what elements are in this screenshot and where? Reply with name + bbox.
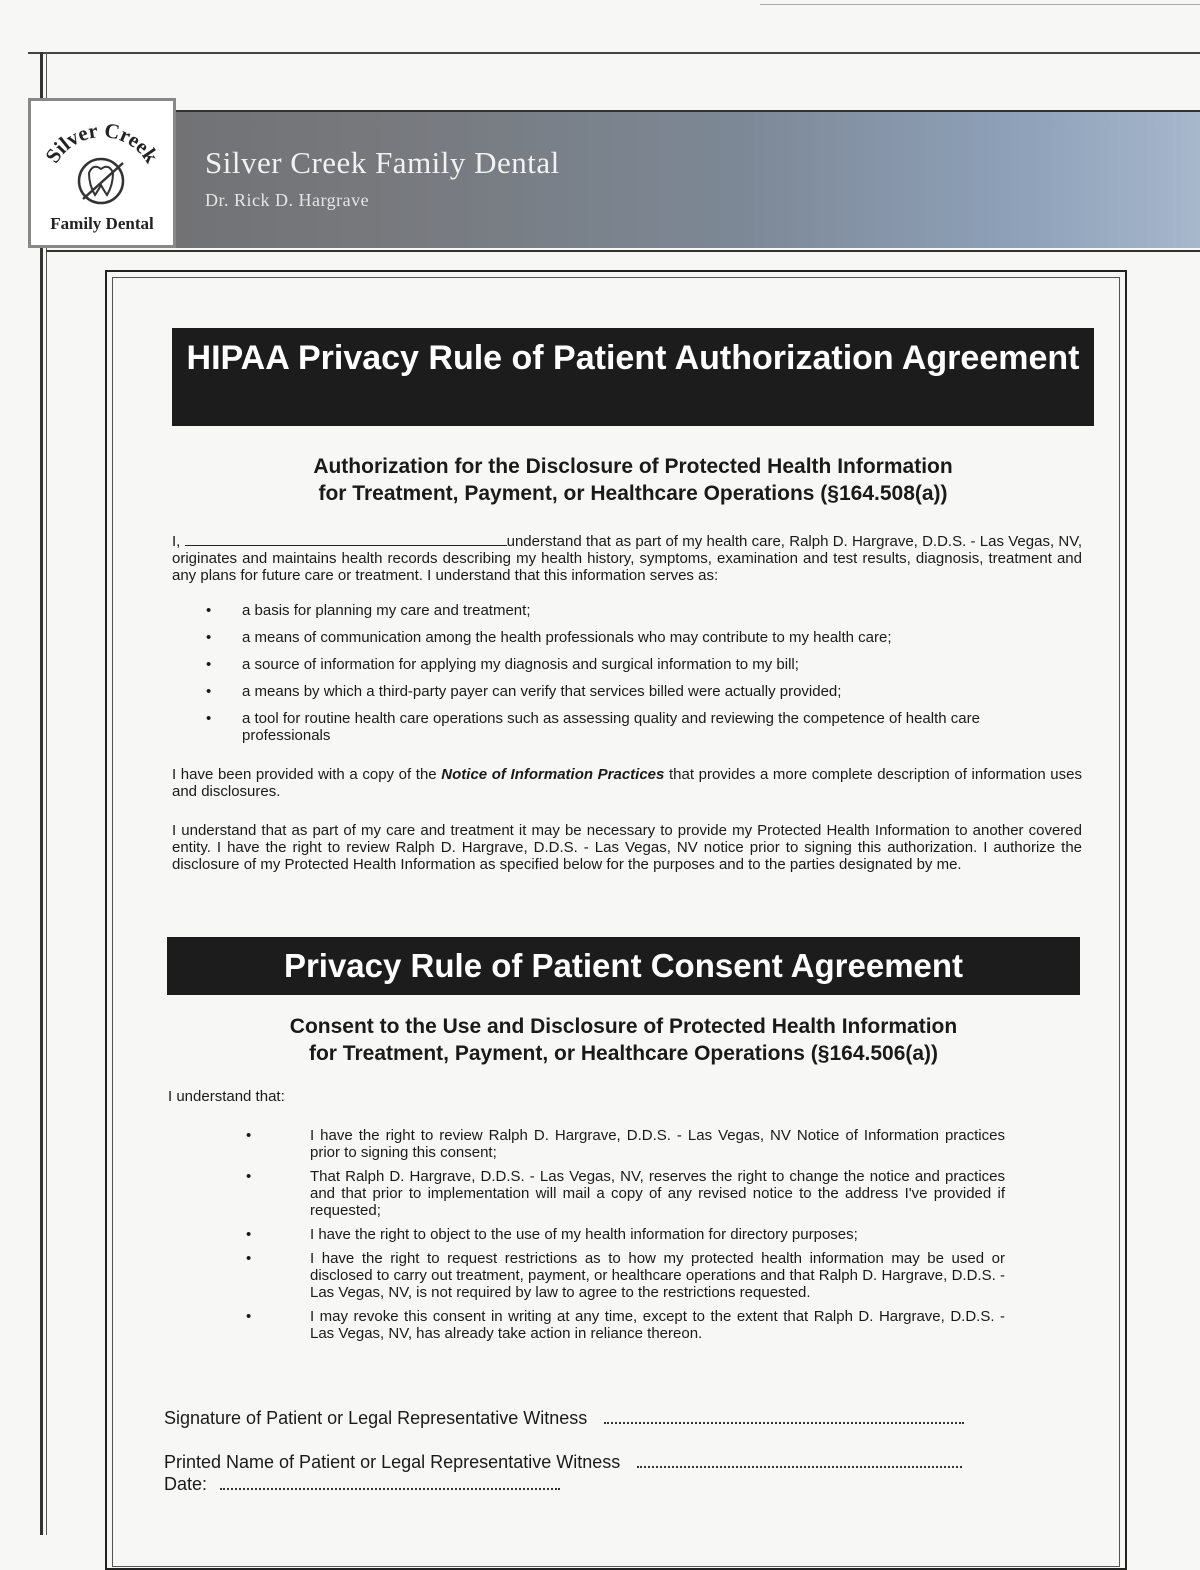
list-item: • a basis for planning my care and treatment;	[206, 602, 531, 619]
list-item: • That Ralph D. Hargrave, D.D.S. - Las Vegas, NV, reserves the right to change the notice and practices and that prior to implementation will mail a copy of any revised notice to the address I've provided if requested;	[246, 1168, 1005, 1219]
consent-subtitle-line2: for Treatment, Payment, or Healthcare Operations (§164.506(a))	[308, 1042, 939, 1065]
authorization-subtitle-line1: Authorization for the Disclosure of Protected Health Information	[313, 455, 953, 478]
authorization-subtitle	[172, 453, 1094, 507]
list-item: • I have the right to request restrictions as to how my protected health information may be used or disclosed to carry out treatment, payment, or healthcare operations and that Ralph D. Hargrave, D.D.S. - Las Vegas, NV, is not required by law to agree to the restrictions requested.	[246, 1250, 1005, 1301]
bullet-icon: •	[206, 602, 212, 619]
list-item: • I have the right to review Ralph D. Hargrave, D.D.S. - Las Vegas, NV Notice of Information practices prior to signing this consent;	[246, 1127, 1005, 1161]
tooth-emblem-icon	[31, 101, 173, 245]
consent-title: Privacy Rule of Patient Consent Agreement	[167, 937, 1080, 995]
disclosure-paragraph: I understand that as part of my care and treatment it may be necessary to provide my Protected Health Information to another covered entity. I have the right to review Ralph D. Hargrave, D.D.S. - Las Vegas, NV notice prior to signing this authorization. I authorize the disclosure of my Protected Health Information as specified below for the purposes and to the parties designated by me.	[172, 822, 1082, 873]
notice-emphasis: Notice of Information Practices	[441, 766, 665, 783]
list-item: • a source of information for applying my diagnosis and surgical information to my bill;	[206, 656, 799, 673]
doctor-name: Dr. Rick D. Hargrave	[205, 190, 370, 210]
list-item: • a means by which a third-party payer can verify that services billed were actually provided;	[206, 683, 842, 700]
authorization-title: HIPAA Privacy Rule of Patient Authorization Agreement	[172, 328, 1094, 426]
authorization-bullet-list	[200, 602, 990, 754]
signature-field[interactable]	[604, 1408, 964, 1424]
practice-logo	[28, 98, 176, 248]
bullet-icon: •	[206, 710, 212, 727]
bullet-icon: •	[246, 1308, 252, 1325]
bullet-icon: •	[246, 1226, 252, 1243]
consent-intro: I understand that:	[168, 1088, 285, 1105]
date-field[interactable]	[220, 1474, 560, 1490]
authorization-intro	[172, 533, 1082, 584]
printed-name-field[interactable]	[637, 1452, 962, 1468]
bullet-icon: •	[206, 683, 212, 700]
signature-label: Signature of Patient or Legal Representative Witness	[164, 1408, 588, 1428]
left-margin-rule-2	[46, 52, 47, 1535]
list-item: • I may revoke this consent in writing at any time, except to the extent that Ralph D. Hargrave, D.D.S. - Las Vegas, NV, has already take action in reliance thereon.	[246, 1308, 1005, 1342]
list-item: • I have the right to object to the use of my health information for directory purposes;	[246, 1226, 858, 1243]
list-item: • a means of communication among the health professionals who may contribute to my health care;	[206, 629, 892, 646]
consent-subtitle-line1: Consent to the Use and Disclosure of Protected Health Information	[289, 1015, 958, 1038]
bullet-icon: •	[246, 1250, 252, 1267]
bullet-icon: •	[206, 629, 212, 646]
banner-top-line	[46, 110, 1200, 112]
consent-bullet-list	[240, 1127, 1005, 1349]
practice-name: Silver Creek Family Dental	[205, 145, 560, 180]
intro-text: understand that as part of my health care, Ralph D. Hargrave, D.D.S. - Las Vegas, NV, originates and maintains health records describing my health history, symptoms, examination and test results, diagnosis, treatment and any plans for future care or treatment. I understand that this information serves as:	[172, 533, 1083, 584]
printed-name-label: Printed Name of Patient or Legal Representative Witness	[164, 1452, 621, 1472]
top-rule	[28, 52, 1200, 54]
bullet-icon: •	[246, 1168, 252, 1185]
banner-bottom-line	[46, 250, 1200, 252]
authorization-subtitle-line2: for Treatment, Payment, or Healthcare Operations (§164.508(a))	[318, 482, 948, 505]
patient-name-field[interactable]	[185, 533, 507, 546]
date-label: Date:	[164, 1474, 208, 1494]
signature-line	[164, 1408, 964, 1429]
logo-bottom-text: Family Dental	[50, 214, 154, 233]
left-margin-rule-1	[40, 52, 43, 1535]
bullet-icon: •	[246, 1127, 252, 1144]
bullet-icon: •	[206, 656, 212, 673]
notice-paragraph: I have been provided with a copy of the Notice of Information Practices that provides a more complete description of information uses and disclosures.	[172, 766, 1082, 800]
intro-prefix: I,	[172, 533, 181, 550]
logo-top-text: Silver Creek	[40, 117, 164, 168]
list-item: • a tool for routine health care operations such as assessing quality and reviewing the competence of health care professionals	[206, 710, 980, 744]
date-line	[164, 1474, 560, 1495]
top-rule-faint	[760, 4, 1200, 5]
printed-name-line	[164, 1452, 962, 1473]
consent-subtitle	[167, 1013, 1080, 1067]
